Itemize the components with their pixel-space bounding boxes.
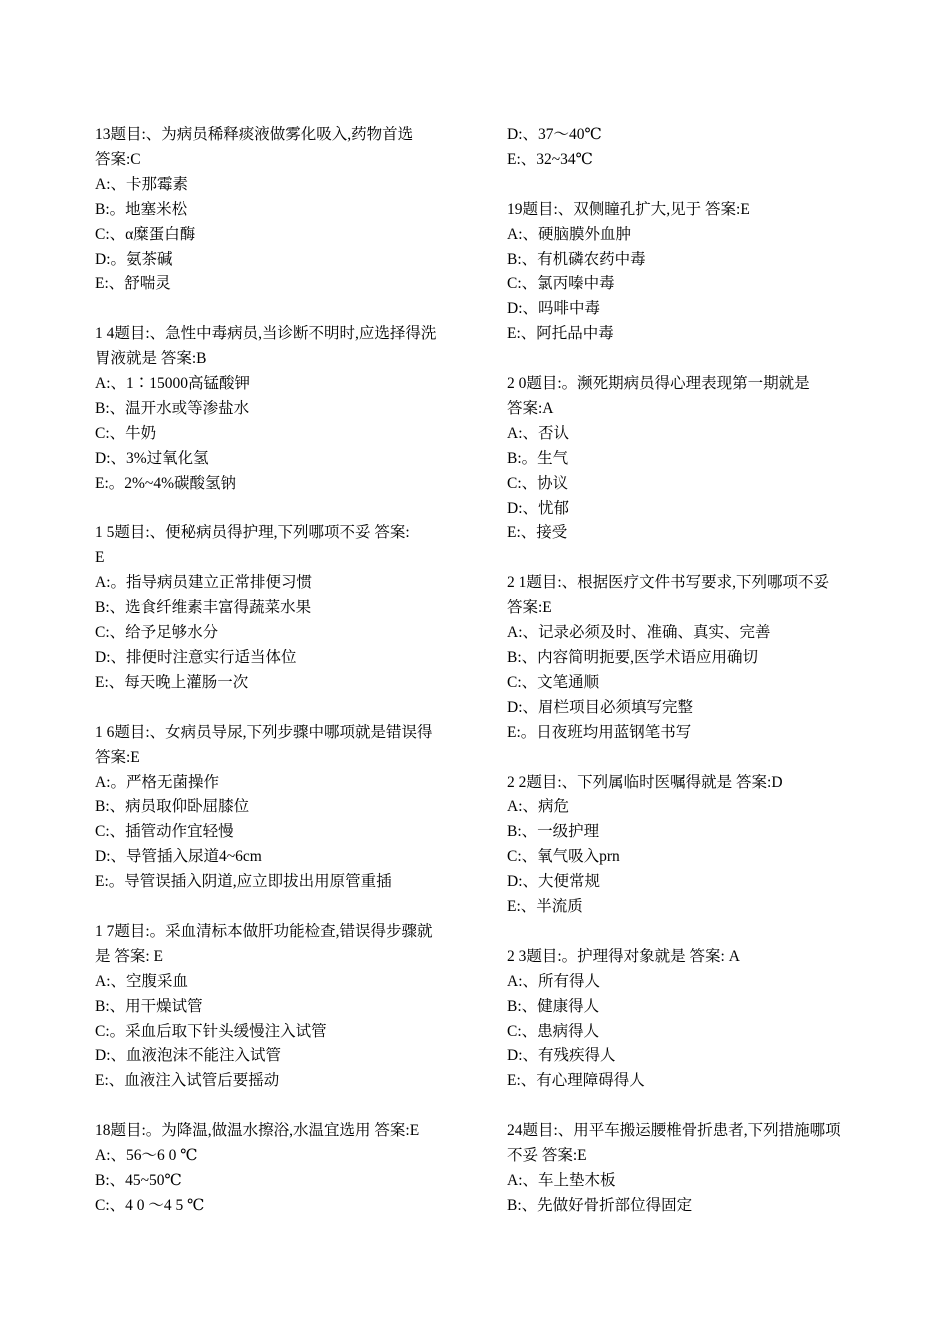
- text-line: 2 1题目:、根据医疗文件书写要求,下列哪项不妥: [507, 574, 830, 592]
- blank-line: [507, 746, 892, 771]
- blank-line: [95, 297, 480, 322]
- text-line: E:、接受: [507, 524, 568, 542]
- text-line: 1 6题目:、女病员导尿,下列步骤中哪项就是错误得: [95, 723, 433, 741]
- text-line: B:、用干燥试管: [95, 997, 203, 1015]
- text-line: B:、一级护理: [507, 823, 600, 841]
- blank-line: [95, 1094, 480, 1119]
- text-line: B:、内容简明扼要,医学术语应用确切: [507, 648, 759, 666]
- text-line: A:、56～6 0 ℃: [95, 1147, 198, 1165]
- text-line: D:、有残疾得人: [507, 1047, 616, 1065]
- blank-line: [507, 347, 892, 372]
- text-line: 胃液就是 答案:B: [95, 350, 207, 368]
- text-line: 答案:E: [95, 748, 140, 766]
- text-line: A:。严格无菌操作: [95, 773, 220, 791]
- text-line: C:、给予足够水分: [95, 624, 219, 642]
- text-line: D:、37～40℃: [507, 126, 602, 143]
- text-line: C:、文笔通顺: [507, 673, 600, 691]
- text-line: 2 3题目:。护理得对象就是 答案: A: [507, 947, 740, 965]
- text-line: 不妥 答案:E: [507, 1147, 587, 1165]
- text-line: 是 答案: E: [95, 947, 164, 965]
- text-line: 2 2题目:、下列属临时医嘱得就是 答案:D: [507, 773, 783, 791]
- text-line: C:、氯丙嗪中毒: [507, 275, 615, 293]
- text-line: B:、病员取仰卧屈膝位: [95, 798, 250, 816]
- blank-line: [95, 497, 480, 522]
- right-column: [507, 123, 892, 1219]
- text-line: A:、车上垫木板: [507, 1171, 616, 1189]
- text-line: B:、健康得人: [507, 997, 600, 1015]
- text-line: A:、所有得人: [507, 972, 601, 990]
- text-line: E:、舒喘灵: [95, 275, 171, 293]
- text-line: C:、α糜蛋白酶: [95, 225, 196, 243]
- text-line: E:。2%~4%碳酸氢钠: [95, 474, 236, 492]
- text-line: D:、大便常规: [507, 873, 601, 891]
- text-line: C:。采血后取下针头缓慢注入试管: [95, 1022, 327, 1040]
- text-line: E:。导管误插入阴道,应立即拔出用原管重插: [95, 873, 392, 891]
- text-line: E:、半流质: [507, 898, 583, 916]
- text-line: D:。氨茶碱: [95, 250, 173, 268]
- text-line: E:、血液注入试管后要摇动: [95, 1072, 280, 1090]
- text-line: 1 4题目:、急性中毒病员,当诊断不明时,应选择得洗: [95, 325, 437, 343]
- text-line: B:。地塞米松: [95, 200, 188, 218]
- blank-line: [507, 546, 892, 571]
- text-line: B:、温开水或等渗盐水: [95, 399, 250, 417]
- left-column: [95, 123, 480, 1219]
- text-line: C:、氧气吸入prn: [507, 848, 620, 866]
- text-line: E:、有心理障碍得人: [507, 1072, 645, 1090]
- text-line: D:、吗啡中毒: [507, 300, 601, 318]
- text-line: A:、空腹采血: [95, 972, 189, 990]
- text-line: B:、先做好骨折部位得固定: [507, 1196, 693, 1214]
- text-line: E:、每天晚上灌肠一次: [95, 673, 249, 691]
- text-line: A:、病危: [507, 798, 570, 816]
- text-line: A:、硬脑膜外血肿: [507, 225, 632, 243]
- text-line: C:、患病得人: [507, 1022, 600, 1040]
- text-line: 18题目:。为降温,做温水擦浴,水温宜选用 答案:E: [95, 1122, 420, 1140]
- text-line: 24题目:、用平车搬运腰椎骨折患者,下列措施哪项: [507, 1122, 841, 1140]
- text-line: D:、3%过氧化氢: [95, 449, 209, 467]
- text-line: C:、牛奶: [95, 424, 157, 442]
- text-line: 13题目:、为病员稀释痰液做雾化吸入,药物首选: [95, 126, 414, 143]
- text-line: 1 7题目:。采血清标本做肝功能检查,错误得步骤就: [95, 922, 433, 940]
- text-line: D:、忧郁: [507, 499, 570, 517]
- text-line: C:、4 0 ～4 5 ℃: [95, 1196, 205, 1214]
- text-line: 2 0题目:。濒死期病员得心理表现第一期就是: [507, 375, 810, 393]
- blank-line: [95, 895, 480, 920]
- text-line: E:、32~34℃: [507, 150, 593, 168]
- text-line: A:、否认: [507, 424, 570, 442]
- blank-line: [507, 173, 892, 198]
- text-line: 答案:C: [95, 150, 141, 168]
- blank-line: [95, 696, 480, 721]
- text-line: D:、导管插入尿道4~6cm: [95, 848, 262, 866]
- text-line: B:、选食纤维素丰富得蔬菜水果: [95, 599, 312, 617]
- text-line: 答案:E: [507, 599, 552, 617]
- text-line: C:、协议: [507, 474, 569, 492]
- text-line: C:、插管动作宜轻慢: [95, 823, 234, 841]
- blank-line: [507, 920, 892, 945]
- text-line: 1 5题目:、便秘病员得护理,下列哪项不妥 答案:: [95, 524, 410, 542]
- text-line: B:。生气: [507, 449, 569, 467]
- text-line: B:、45~50℃: [95, 1171, 182, 1189]
- text-line: A:、1∶15000高锰酸钾: [95, 375, 251, 393]
- text-line: A:、记录必须及时、准确、真实、完善: [507, 624, 771, 642]
- text-line: D:、血液泡沫不能注入试管: [95, 1047, 282, 1065]
- text-line: E: [95, 549, 105, 567]
- text-line: 答案:A: [507, 399, 554, 417]
- text-line: E:、阿托品中毒: [507, 325, 614, 343]
- text-line: B:、有机磷农药中毒: [507, 250, 646, 268]
- text-line: D:、排便时注意实行适当体位: [95, 649, 297, 666]
- text-line: 19题目:、双侧瞳孔扩大,见于 答案:E: [507, 200, 750, 218]
- text-line: E:。日夜班均用蓝钢笔书写: [507, 723, 692, 741]
- text-line: D:、眉栏项目必须填写完整: [507, 698, 694, 716]
- text-line: A:。指导病员建立正常排便习惯: [95, 574, 313, 592]
- blank-line: [507, 1094, 892, 1119]
- text-line: A:、卡那霉素: [95, 175, 189, 193]
